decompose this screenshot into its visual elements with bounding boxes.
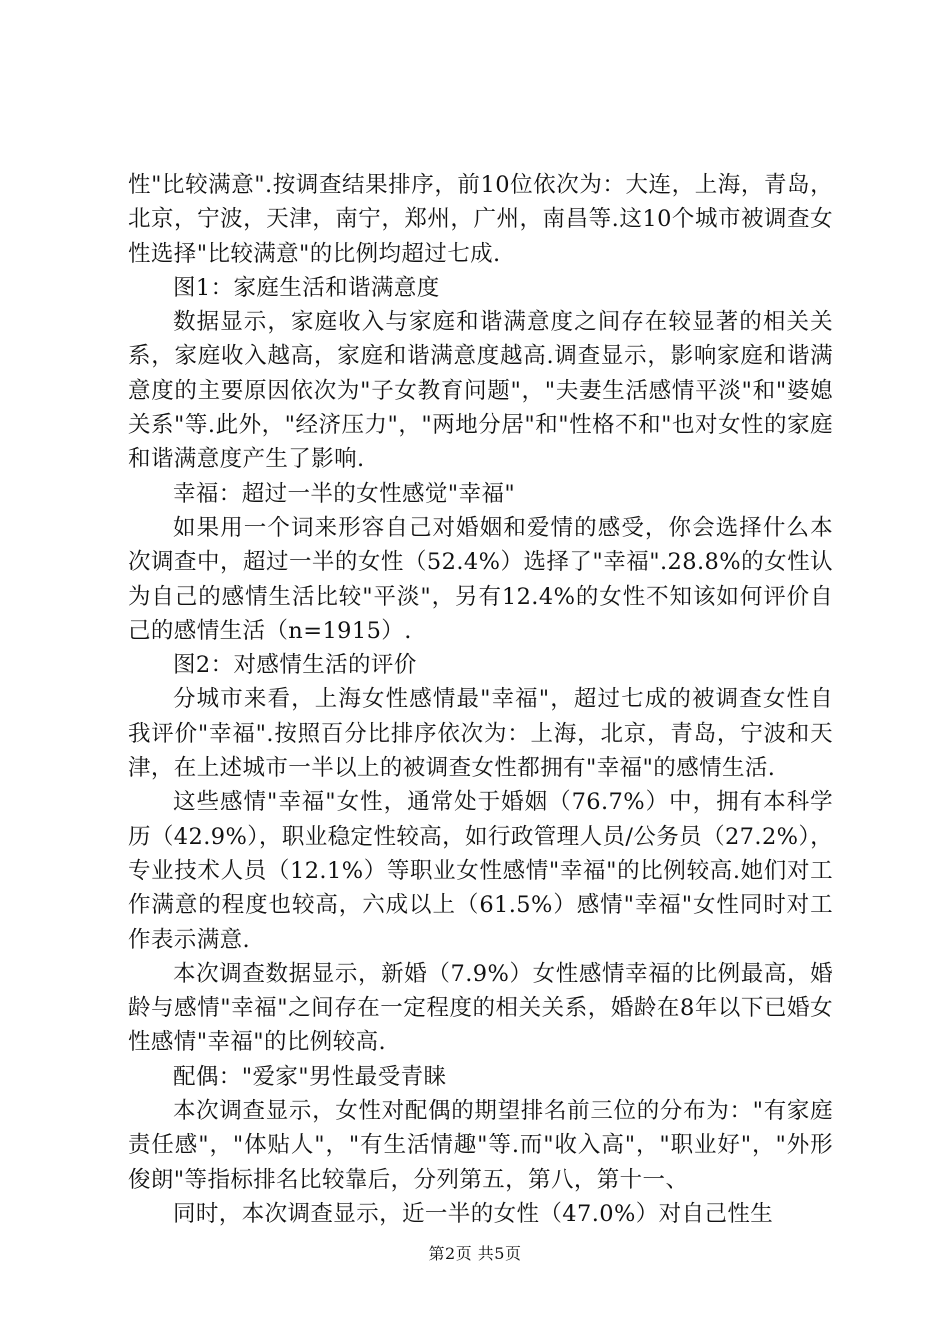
paragraph-happiness-survey: 如果用一个词来形容自己对婚姻和爱情的感受，你会选择什么本次调查中，超过一半的女性（52.4%）选择了"幸福".28.8%的女性认为自己的感情生活比较"平淡"，另有12.4%的女性不知该如何评价自己的感情生活（n=1915）. (128, 514, 833, 644)
paragraph-sexual-life: 同时，本次调查显示，近一半的女性（47.0%）对自己性生 (173, 1200, 774, 1227)
page-footer: 第2页 共5页 (428, 1244, 522, 1263)
paragraph-marriage-duration: 本次调查数据显示，新婚（7.9%）女性感情幸福的比例最高，婚龄与感情"幸福"之间存在一定程度的相关关系，婚龄在8年以下已婚女性感情"幸福"的比例较高. (128, 960, 833, 1056)
figure-caption-2: 图2：对感情生活的评价 (173, 652, 417, 679)
paragraph-family-income: 数据显示，家庭收入与家庭和谐满意度之间存在较显著的相关关系，家庭收入越高，家庭和谐满意度越高.调查显示，影响家庭和谐满意度的主要原因依次为"子女教育问题"，"夫妻生活感情平淡"和"婆媳关系"等.此外，"经济压力"，"两地分居"和"性格不和"也对女性的家庭和谐满意度产生了影响. (128, 309, 833, 473)
section-heading-happiness: 幸福：超过一半的女性感觉"幸福" (173, 480, 516, 507)
section-heading-spouse: 配偶："爱家"男性最受青睐 (173, 1063, 447, 1090)
paragraph-city-happiness: 分城市来看，上海女性感情最"幸福"，超过七成的被调查女性自我评价"幸福".按照百分比排序依次为：上海，北京，青岛，宁波和天津，在上述城市一半以上的被调查女性都拥有"幸福"的感情生活. (128, 686, 833, 782)
paragraph-spouse-expectations: 本次调查显示，女性对配偶的期望排名前三位的分布为："有家庭责任感"，"体贴人"，"有生活情趣"等.而"收入高"，"职业好"，"外形俊朗"等指标排名比较靠后，分列第五，第八，第十一、 (128, 1098, 833, 1193)
paragraph-satisfaction-ranking: 性"比较满意".按调查结果排序，前10位依次为：大连，上海，青岛，北京，宁波，天津，南宁，郑州，广州，南昌等.这10个城市被调查女性选择"比较满意"的比例均超过七成. (128, 172, 833, 267)
document-body (128, 168, 833, 1231)
paragraph-happy-women-profile: 这些感情"幸福"女性，通常处于婚姻（76.7%）中，拥有本科学历（42.9%），职业稳定性较高，如行政管理人员/公务员（27.2%），专业技术人员（12.1%）等职业女性感情"幸福"的比例较高.她们对工作满意的程度也较高，六成以上（61.5%）感情"幸福"女性同时对工作表示满意. (128, 789, 833, 953)
figure-caption-1: 图1：家庭生活和谐满意度 (173, 274, 440, 301)
